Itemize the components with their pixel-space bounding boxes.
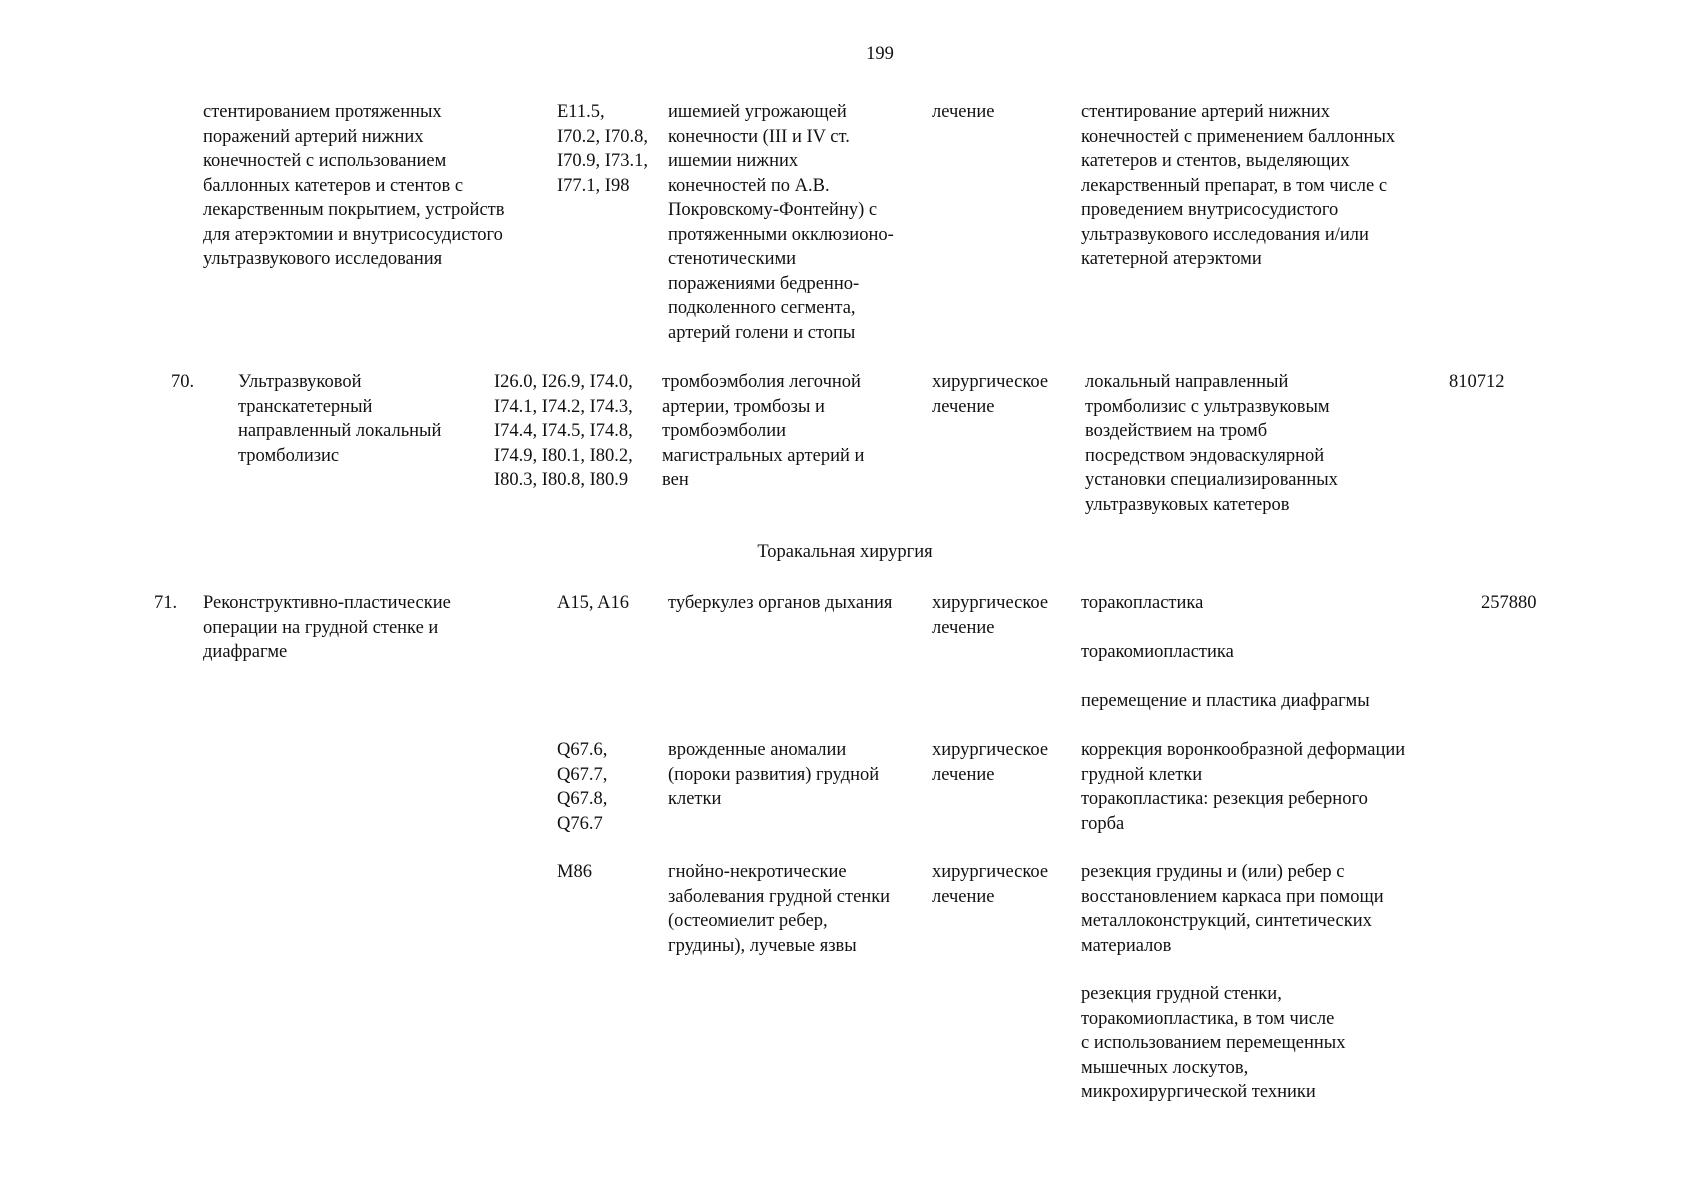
text-line: гнойно-некротические (668, 862, 847, 882)
row70-diagnosis (662, 370, 864, 493)
text-line: I74.1, I74.2, I74.3, (494, 396, 633, 417)
text-line: резекция грудной стенки, (1081, 984, 1282, 1004)
text-line: грудины), лучевые язвы (668, 935, 857, 956)
text-line: стентирование артерий нижних (1081, 102, 1331, 122)
text-line: Q67.8, (557, 789, 608, 809)
text-line: катетеров и стентов, выделяющих (1081, 151, 1350, 171)
text-line: врожденные аномалии (668, 740, 847, 760)
text-line: лекарственный препарат, в том числе с (1081, 175, 1388, 196)
text-line: ультразвуковых катетеров (1085, 494, 1290, 515)
text-line: баллонных катетеров и стентов с (203, 175, 464, 196)
row70-treatment-type (932, 370, 1048, 419)
row69-procedure-name (203, 100, 504, 272)
row69-treatment-type (932, 100, 995, 125)
text-line: I77.1, I98 (557, 175, 630, 196)
text-line: воздействием на тромб (1085, 421, 1268, 441)
text-line: торакомиопластика, в том числе (1081, 1008, 1335, 1029)
text-line: подколенного сегмента, (668, 298, 856, 318)
text-line: резекция грудины и (или) ребер с (1081, 862, 1345, 882)
text-line: ишемией угрожающей (668, 102, 847, 122)
text-line: заболевания грудной стенки (668, 886, 891, 907)
text-line: горба (1081, 813, 1125, 834)
text-line: хирургическое (932, 372, 1049, 392)
page-number: 199 (866, 44, 894, 64)
text-line: металлоконструкций, синтетических (1081, 911, 1372, 931)
text-line: конечностей с использованием (203, 151, 447, 171)
text-line: Покровскому-Фонтейну) с (668, 200, 878, 220)
text-line: (остеомиелит ребер, (668, 911, 828, 931)
row71c-treatment-type (932, 860, 1048, 909)
row71a-method-thoracomyoplasty (1081, 640, 1234, 665)
text-line: конечности (III и IV ст. (668, 126, 850, 147)
text-line: I74.4, I74.5, I74.8, (494, 421, 633, 441)
text-line: вен (662, 470, 689, 490)
text-line: лечение (932, 617, 995, 638)
text-line: восстановлением каркаса при помощи (1081, 886, 1384, 907)
text-line: Q67.6, (557, 740, 608, 760)
text-line: E11.5, (557, 102, 605, 122)
text-line: 71. (154, 593, 178, 613)
text-line: перемещение и пластика диафрагмы (1081, 691, 1370, 711)
row71a-method-thoracoplasty (1081, 591, 1203, 616)
text-line: клетки (668, 789, 722, 809)
text-line: I26.0, I26.9, I74.0, (494, 372, 633, 392)
row69-diagnosis (668, 100, 894, 345)
row71c-diagnosis (668, 860, 890, 958)
text-line: грудной клетки (1081, 764, 1203, 785)
row70-procedure-name (238, 370, 441, 468)
text-line: торакопластика: резекция реберного (1081, 789, 1368, 809)
row70-number (171, 370, 194, 395)
text-line: направленный локальный (238, 421, 442, 441)
text-line: проведением внутрисосудистого (1081, 200, 1339, 220)
row71b-diagnosis (668, 738, 879, 812)
text-line: ультразвукового исследования (203, 249, 443, 269)
text-line: лечение (932, 102, 995, 122)
text-line: конечностей с применением баллонных (1081, 126, 1396, 147)
text-line: катетерной атерэктоми (1081, 249, 1262, 269)
text-line: мышечных лоскутов, (1081, 1057, 1249, 1078)
text-line: лечение (932, 764, 995, 785)
text-line: I70.9, I73.1, (557, 151, 648, 171)
text-line: I74.9, I80.1, I80.2, (494, 445, 633, 466)
text-line: магистральных артерий и (662, 445, 865, 466)
text-line: с использованием перемещенных (1081, 1033, 1346, 1053)
text-line: тромбоэмболии (662, 421, 786, 441)
text-line: протяженными окклюзионо- (668, 224, 894, 245)
text-line: лечение (932, 396, 995, 417)
text-line: торакопластика (1081, 593, 1204, 613)
row69-treatment-method (1081, 100, 1395, 272)
text-line: коррекция воронкообразной деформации (1081, 740, 1406, 760)
row71c-method-chest-wall-resection (1081, 982, 1345, 1105)
text-line: тромболизис (238, 445, 340, 466)
text-line: A15, A16 (557, 593, 629, 613)
text-line: транскатетерный (238, 396, 373, 417)
text-line: 810712 (1449, 372, 1505, 392)
row71c-method-sternum-resection (1081, 860, 1384, 958)
text-line: Ультразвуковой (238, 372, 362, 392)
text-line: установки специализированных (1085, 470, 1338, 490)
text-line: материалов (1081, 935, 1172, 956)
text-line: ультразвукового исследования и/или (1081, 224, 1369, 245)
row71a-treatment-type (932, 591, 1048, 640)
text-line: тромболизис с ультразвуковым (1085, 396, 1330, 417)
text-line: 70. (171, 372, 195, 392)
text-line: хирургическое (932, 862, 1049, 882)
text-line: тромбоэмболия легочной (662, 372, 861, 392)
text-line: I80.3, I80.8, I80.9 (494, 470, 629, 490)
row71b-treatment-method (1081, 738, 1405, 836)
text-line: торакомиопластика (1081, 642, 1234, 662)
text-line: операции на грудной стенке и (203, 617, 439, 638)
row71a-icd-codes (557, 591, 629, 616)
row70-treatment-method (1085, 370, 1338, 517)
text-line: ишемии нижних (668, 151, 799, 171)
text-line: стенотическими (668, 249, 797, 269)
text-line: конечностей по А.В. (668, 175, 830, 196)
row71-procedure-name (203, 591, 451, 665)
text-line: диафрагме (203, 642, 288, 662)
text-line: посредством эндоваскулярной (1085, 445, 1325, 466)
text-line: 257880 (1481, 593, 1537, 613)
row71b-treatment-type (932, 738, 1048, 787)
text-line: туберкулез органов дыхания (668, 593, 893, 613)
text-line: лечение (932, 886, 995, 907)
text-line: Q76.7 (557, 813, 603, 834)
text-line: Реконструктивно-пластические (203, 593, 451, 613)
text-line: хирургическое (932, 740, 1049, 760)
text-line: Q67.7, (557, 764, 608, 785)
text-line: стентированием протяженных (203, 102, 442, 122)
section-title: Торакальная хирургия (757, 542, 933, 562)
text-line: лекарственным покрытием, устройств (203, 200, 505, 220)
row71c-icd-codes (557, 860, 592, 885)
row70-icd-codes (494, 370, 633, 493)
text-line: M86 (557, 862, 592, 882)
row69-icd-codes (557, 100, 648, 198)
row71a-diagnosis (668, 591, 892, 616)
row71-cost (1481, 591, 1537, 616)
row71a-method-diaphragm (1081, 689, 1370, 714)
text-line: (пороки развития) грудной (668, 764, 880, 785)
row71-number (154, 591, 177, 616)
text-line: микрохирургической техники (1081, 1082, 1316, 1102)
text-line: хирургическое (932, 593, 1049, 613)
text-line: поражений артерий нижних (203, 126, 424, 147)
row70-cost (1449, 370, 1505, 395)
text-line: поражениями бедренно- (668, 273, 860, 294)
text-line: локальный направленный (1085, 372, 1289, 392)
text-line: I70.2, I70.8, (557, 126, 648, 147)
text-line: артерий голени и стопы (668, 322, 856, 343)
text-line: артерии, тромбозы и (662, 396, 825, 417)
text-line: для атерэктомии и внутрисосудистого (203, 224, 503, 245)
row71b-icd-codes (557, 738, 607, 836)
